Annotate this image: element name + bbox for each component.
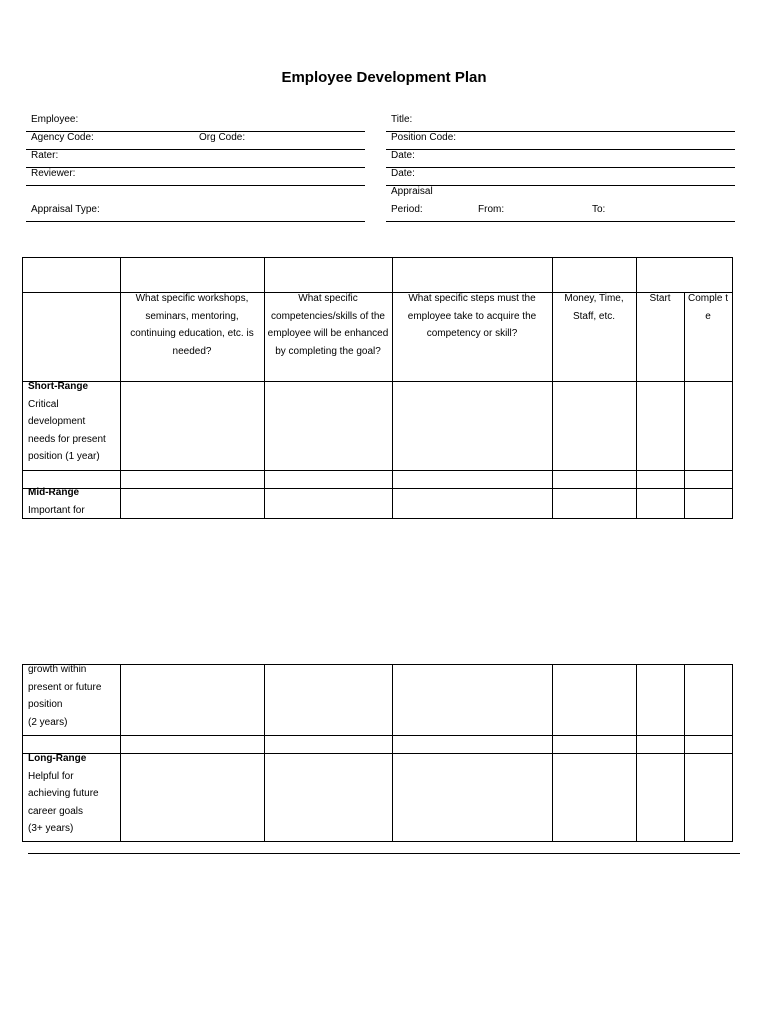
title-label: Title: [391,114,413,125]
column-header-start: Start [649,293,671,304]
to-label: To: [592,204,606,215]
footer-rule [28,853,740,854]
org-code-label: Org Code: [199,132,246,143]
short-range-line: development [28,416,86,427]
long-range-line: achieving future [28,788,99,799]
long-range-line: (3+ years) [28,823,74,834]
long-range-label [28,750,120,838]
document-title: Employee Development Plan [281,69,487,86]
appraisal-type-label: Appraisal Type: [31,204,100,215]
mid-range-line: present or future [28,681,102,693]
mid-range-line: (2 years) [28,716,68,728]
agency-code-label: Agency Code: [31,132,94,143]
from-label: From: [478,204,505,215]
employee-label: Employee: [31,114,79,125]
short-range-line: position (1 year) [28,451,100,462]
period-label: Period: [391,204,423,215]
column-header-steps: What specific steps must the employee take to acquire the competency or skill? [407,293,537,339]
column-header-complete: Comple te [687,293,728,322]
short-range-heading: Short-Range [28,381,88,392]
mid-range-line: Important for [28,504,85,516]
mid-range-line: position [28,699,63,710]
column-header-resources: Money, Time, Staff, etc. [564,293,624,322]
short-range-label [28,378,120,466]
column-header-training: What specific workshops, seminars, mentoring, continuing education, etc. is needed? [130,293,254,357]
date-label-1: Date: [391,150,415,161]
appraisal-label: Appraisal [391,186,433,197]
mid-range-label-top [28,484,120,519]
long-range-heading: Long-Range [28,753,87,764]
long-range-line: career goals [28,805,84,817]
rater-label: Rater: [31,150,59,161]
mid-range-line: growth within [28,664,87,675]
mid-range-heading: Mid-Range [28,487,80,498]
reviewer-label: Reviewer: [31,168,76,179]
date-label-2: Date: [391,168,415,179]
long-range-line: Helpful for [28,770,74,782]
mid-range-label-bottom [28,661,120,731]
column-header-competencies: What specific competencies/skills of the employee will be enhanced by completing the goal? [267,293,389,357]
short-range-line: Critical [28,398,59,410]
position-code-label: Position Code: [391,132,457,143]
short-range-line: needs for present [28,433,106,445]
